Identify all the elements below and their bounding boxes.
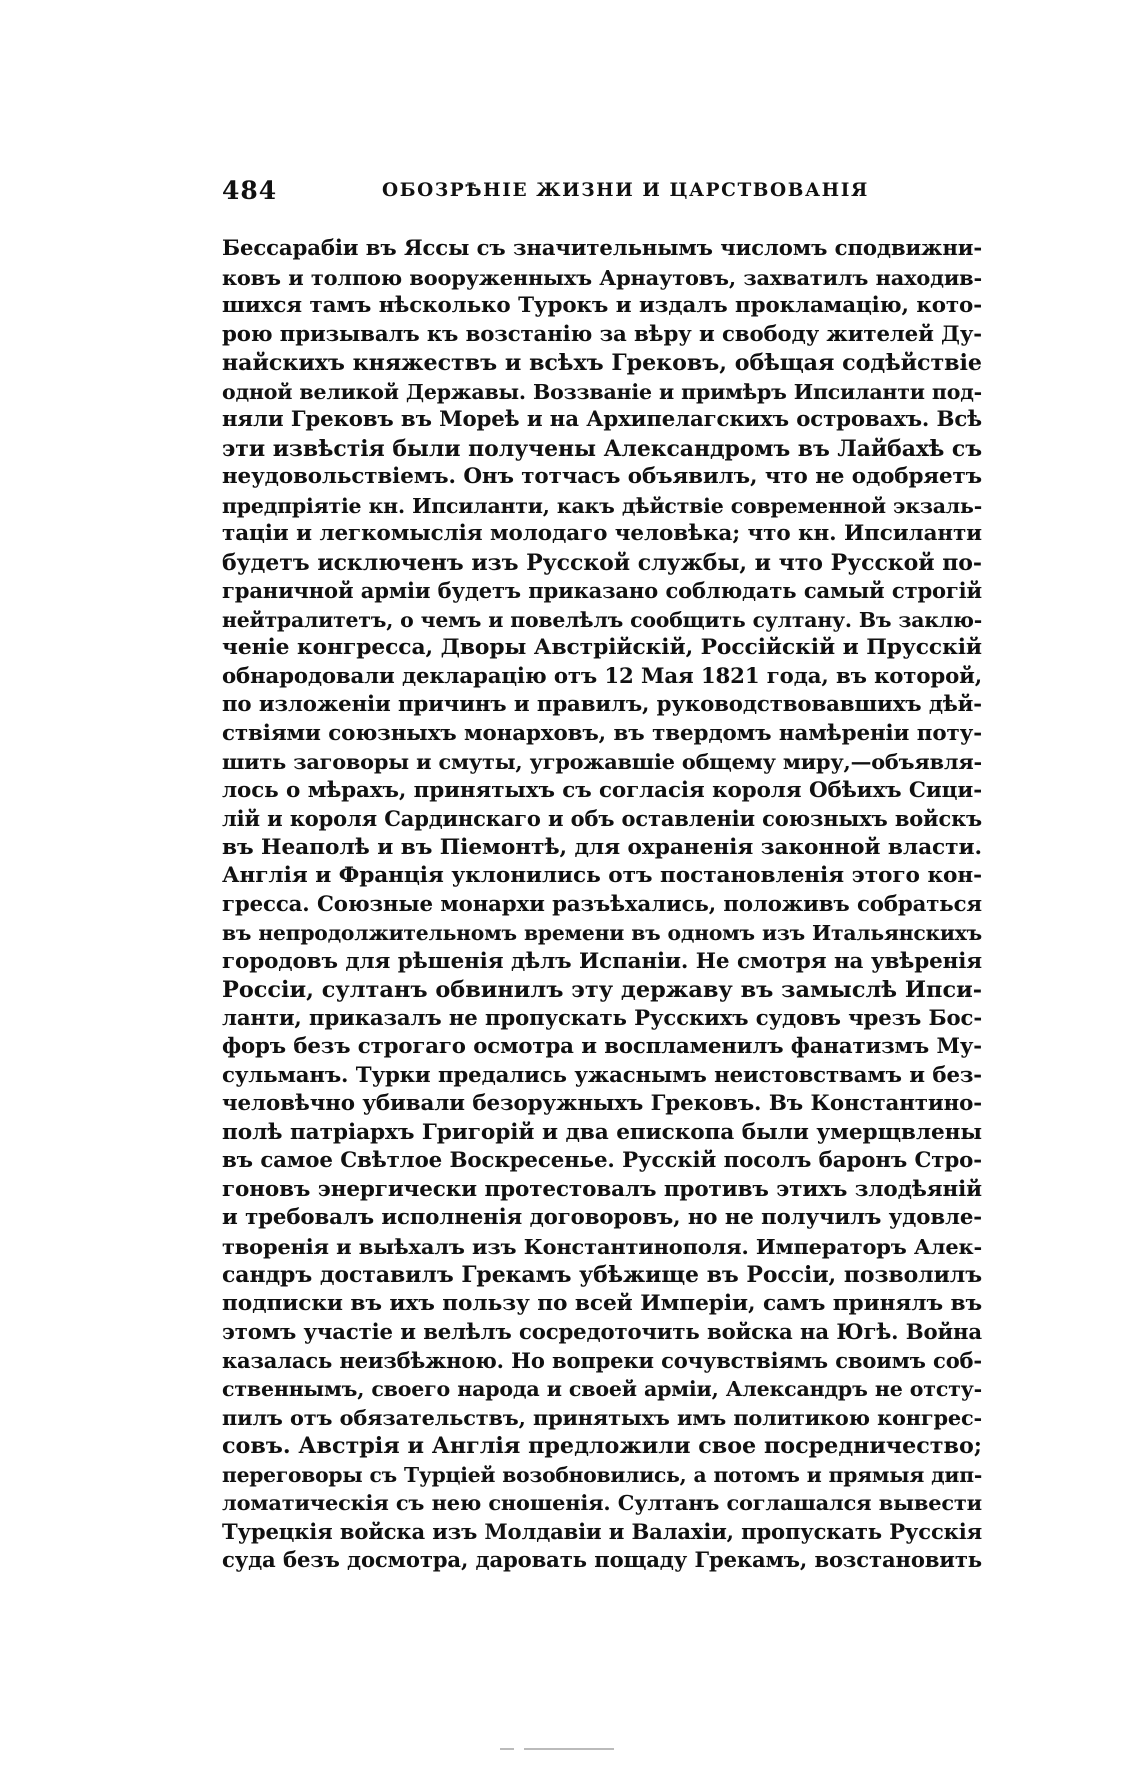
text-line: въ непродолжительномъ времени въ одномъ изъ Итальянскихъ bbox=[222, 921, 982, 945]
bottom-scan-mark bbox=[524, 1748, 614, 1750]
text-line: нейтралитетъ, о чемъ и повелѣлъ сообщить султану. Въ заклю- bbox=[222, 607, 982, 632]
text-line: Россіи, султанъ обвинилъ эту державу въ замыслѣ Ипси- bbox=[222, 977, 982, 1003]
text-line: эти извѣстія были получены Александромъ въ Лайбахѣ съ bbox=[222, 435, 982, 462]
text-line: одной великой Державы. Воззваніе и примѣръ Ипсиланти под- bbox=[222, 379, 982, 404]
text-line: по изложеніи причинъ и правилъ, руководствовавшихъ дѣй- bbox=[222, 692, 982, 717]
text-line: этомъ участіе и велѣлъ сосредоточить войска на Югѣ. Война bbox=[222, 1319, 982, 1344]
text-line: предпріятіе кн. Ипсиланти, какъ дѣйствіе современной экзаль- bbox=[222, 493, 982, 518]
text-line: будетъ исключенъ изъ Русской службы, и что Русской по- bbox=[222, 549, 982, 576]
text-line: пилъ отъ обязательствъ, принятыхъ имъ политикою конгрес- bbox=[222, 1404, 982, 1430]
text-line: обнародовали декларацію отъ 12 Мая 1821 года, въ которой, bbox=[222, 663, 982, 689]
text-line: полѣ патріархъ Григорій и два епископа были умерщвлены bbox=[222, 1119, 982, 1145]
text-line: Англія и Франція уклонились отъ постановленія этого кон- bbox=[222, 863, 982, 888]
text-line: найскихъ княжествъ и всѣхъ Грековъ, обѣщая содѣйствіе bbox=[222, 350, 982, 376]
body-text bbox=[222, 235, 982, 1575]
text-line: шихся тамъ нѣсколько Турокъ и издалъ прокламацію, кото- bbox=[222, 293, 982, 318]
text-line: форъ безъ строгаго осмотра и воспламенилъ фанатизмъ Му- bbox=[222, 1034, 982, 1059]
text-line: няли Грековъ въ Мореѣ и на Архипелагскихъ островахъ. Всѣ bbox=[222, 407, 982, 432]
text-line: ченіе конгресса, Дворы Австрійскій, Россійскій и Прусскій bbox=[222, 635, 982, 660]
text-line: Бессарабіи въ Яссы съ значительнымъ числомъ сподвижни- bbox=[222, 236, 982, 261]
text-line: граничной арміи будетъ приказано соблюдать самый строгій bbox=[222, 578, 982, 603]
text-line: городовъ для рѣшенія дѣлъ Испаніи. Не смотря на увѣренія bbox=[222, 948, 982, 974]
text-line: шить заговоры и смуты, угрожавшіе общему миру,—объявля- bbox=[222, 749, 982, 774]
text-line: сульманъ. Турки предались ужаснымъ неистовствамъ и без- bbox=[222, 1062, 982, 1088]
running-title: ОБОЗРѢНІЕ ЖИЗНИ И ЦАРСТВОВАНІЯ bbox=[382, 180, 869, 201]
text-line: переговоры съ Турціей возобновились, а потомъ и прямыя дип- bbox=[222, 1462, 982, 1487]
running-head bbox=[222, 176, 982, 216]
text-line: сандръ доставилъ Грекамъ убѣжище въ Россіи, позволилъ bbox=[222, 1262, 982, 1288]
text-line: гоновъ энергически протестовалъ противъ этихъ злодѣяній bbox=[222, 1176, 982, 1202]
text-line: лій и короля Сардинскаго и объ оставленіи союзныхъ войскъ bbox=[222, 806, 982, 831]
text-line: ственнымъ, своего народа и своей арміи, Александръ не отсту- bbox=[222, 1377, 982, 1401]
text-line: гресса. Союзные монархи разъѣхались, положивъ собраться bbox=[222, 891, 982, 917]
text-line: лось о мѣрахъ, принятыхъ съ согласія короля Обѣихъ Сици- bbox=[222, 777, 982, 803]
text-line: суда безъ досмотра, даровать пощаду Грекамъ, возстановить bbox=[222, 1547, 982, 1572]
text-line: рою призывалъ къ возстанію за вѣру и свободу жителей Ду- bbox=[222, 321, 982, 347]
text-line: въ Неаполѣ и въ Піемонтѣ, для охраненія законной власти. bbox=[222, 834, 982, 860]
text-line: Турецкія войска изъ Молдавіи и Валахіи, пропускать Русскія bbox=[222, 1518, 982, 1544]
page-number: 484 bbox=[222, 176, 278, 205]
text-line: ломатическія съ нею сношенія. Султанъ соглашался вывести bbox=[222, 1490, 982, 1515]
text-line: ствіями союзныхъ монарховъ, въ твердомъ намѣреніи поту- bbox=[222, 720, 982, 746]
text-line: человѣчно убивали безоружныхъ Грековъ. Въ Константино- bbox=[222, 1091, 982, 1116]
bottom-scan-mark bbox=[500, 1748, 514, 1750]
text-line: въ самое Свѣтлое Воскресенье. Русскій посолъ баронъ Стро- bbox=[222, 1148, 982, 1173]
text-line: ковъ и толпою вооруженныхъ Арнаутовъ, захватилъ находив- bbox=[222, 264, 982, 290]
text-line: таціи и легкомыслія молодаго человѣка; что кн. Ипсиланти bbox=[222, 521, 982, 546]
text-line: казалась неизбѣжною. Но вопреки сочувствіямъ своимъ соб- bbox=[222, 1347, 982, 1373]
text-line: неудовольствіемъ. Онъ тотчасъ объявилъ, что не одобряетъ bbox=[222, 464, 982, 489]
text-line: ланти, приказалъ не пропускать Русскихъ судовъ чрезъ Бос- bbox=[222, 1005, 982, 1031]
text-line: подписки въ ихъ пользу по всей Имперіи, самъ принялъ въ bbox=[222, 1290, 982, 1316]
text-line: совъ. Австрія и Англія предложили свое посредничество; bbox=[222, 1433, 982, 1459]
text-line: и требовалъ исполненія договоровъ, но не получилъ удовле- bbox=[222, 1205, 982, 1230]
text-line: творенія и выѣхалъ изъ Константинополя. Императоръ Алек- bbox=[222, 1233, 982, 1259]
